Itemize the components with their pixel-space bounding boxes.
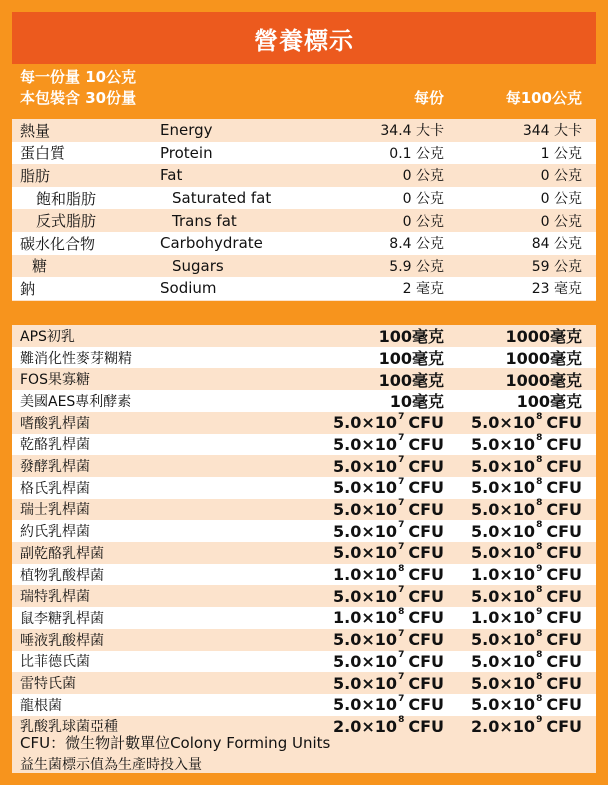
- amount-exponent: 7: [398, 433, 405, 444]
- amount-exponent: 7: [398, 455, 405, 466]
- amount-unit: CFU: [546, 456, 582, 476]
- per-serving-amount: 100毫克: [378, 349, 444, 369]
- amount-unit: CFU: [546, 586, 582, 606]
- nutrient-name-en: Trans fat: [172, 211, 237, 230]
- per-serving-amount: [312, 434, 444, 456]
- amount-base: 2.0×10: [333, 716, 398, 736]
- amount-base: 5.0×10: [333, 630, 398, 650]
- nutrition-row: [12, 119, 596, 142]
- probiotic-row: [12, 325, 596, 347]
- amount-base: 5.0×10: [471, 499, 536, 519]
- amount-base: 5.0×10: [471, 586, 536, 606]
- amount-unit: CFU: [546, 499, 582, 519]
- amount-exponent: 8: [536, 672, 543, 683]
- amount-base: 5.0×10: [471, 630, 536, 650]
- probiotic-row: [12, 368, 596, 390]
- ingredient-name: FOS果寡糖: [20, 372, 90, 389]
- amount-unit: CFU: [546, 716, 582, 736]
- ingredient-name: APS初乳: [20, 328, 75, 345]
- ingredient-name: 乾酪乳桿菌: [20, 437, 90, 454]
- col-per-100g-header: 每100公克: [505, 89, 582, 107]
- footnote-cfu: CFU：微生物計數單位Colony Forming Units: [20, 734, 331, 752]
- per-100g-value: 84 公克: [531, 236, 582, 253]
- per-serving-amount: [312, 629, 444, 651]
- per-serving-amount: 100毫克: [378, 327, 444, 347]
- per-100g-amount: [452, 585, 582, 607]
- probiotic-row: [12, 499, 596, 521]
- ingredient-name: 乳酸乳球菌亞種: [20, 719, 118, 736]
- probiotic-row: [12, 672, 596, 694]
- amount-base: 5.0×10: [333, 543, 398, 563]
- probiotic-row: [12, 564, 596, 586]
- amount-unit: CFU: [408, 673, 444, 693]
- amount-base: 1.0×10: [333, 608, 398, 628]
- probiotic-row: [12, 651, 596, 673]
- amount-exponent: 7: [398, 650, 405, 661]
- per-serving-value: 0 公克: [402, 191, 444, 208]
- amount-unit: CFU: [408, 565, 444, 585]
- amount-unit: CFU: [546, 630, 582, 650]
- amount-unit: CFU: [408, 499, 444, 519]
- amount-unit: CFU: [408, 413, 444, 433]
- amount-unit: CFU: [408, 608, 444, 628]
- amount-base: 5.0×10: [471, 521, 536, 541]
- section-separator: [12, 301, 596, 325]
- amount-exponent: 8: [536, 693, 543, 704]
- amount-base: 5.0×10: [471, 413, 536, 433]
- ingredient-name: 格氏乳桿菌: [20, 480, 90, 497]
- per-100g-amount: [452, 672, 582, 694]
- per-serving-value: 2 毫克: [402, 281, 444, 298]
- amount-unit: CFU: [408, 521, 444, 541]
- amount-unit: CFU: [546, 608, 582, 628]
- amount-unit: CFU: [408, 586, 444, 606]
- amount-exponent: 8: [536, 520, 543, 531]
- per-100g-amount: [452, 434, 582, 456]
- per-serving-amount: [312, 564, 444, 586]
- per-100g-value: 0 公克: [540, 213, 582, 230]
- nutrition-row: [12, 277, 596, 300]
- per-100g-value: 344 大卡: [522, 123, 582, 140]
- amount-exponent: 7: [398, 693, 405, 704]
- per-serving-value: 8.4 公克: [389, 236, 444, 253]
- probiotic-row: [12, 455, 596, 477]
- label-title-bar: [12, 12, 596, 64]
- per-serving-value: 34.4 大卡: [380, 123, 444, 140]
- per-serving-amount: 10毫克: [389, 392, 444, 412]
- per-serving-amount: [312, 477, 444, 499]
- amount-unit: CFU: [408, 630, 444, 650]
- amount-exponent: 8: [398, 715, 405, 726]
- amount-exponent: 8: [536, 455, 543, 466]
- ingredient-name: 比菲德氏菌: [20, 654, 90, 671]
- amount-exponent: 8: [536, 650, 543, 661]
- ingredient-name: 鼠李糖乳桿菌: [20, 610, 104, 627]
- amount-base: 5.0×10: [333, 651, 398, 671]
- amount-exponent: 9: [536, 563, 543, 574]
- per-100g-amount: [452, 716, 582, 738]
- amount-unit: CFU: [408, 434, 444, 454]
- probiotic-row: [12, 585, 596, 607]
- nutrient-name-zh: 糖: [32, 257, 48, 276]
- amount-unit: CFU: [408, 478, 444, 498]
- nutrient-name-zh: 飽和脂肪: [36, 189, 97, 208]
- amount-base: 5.0×10: [471, 651, 536, 671]
- per-serving-value: 0 公克: [402, 213, 444, 230]
- col-per-serving-header: 每份: [413, 89, 444, 107]
- ingredient-name: 龍根菌: [20, 697, 62, 714]
- amount-unit: CFU: [546, 695, 582, 715]
- nutrient-name-en: Carbohydrate: [160, 234, 263, 253]
- amount-unit: CFU: [546, 434, 582, 454]
- per-100g-value: 23 毫克: [531, 281, 582, 298]
- amount-unit: CFU: [546, 565, 582, 585]
- amount-exponent: 8: [536, 628, 543, 639]
- per-100g-amount: [452, 651, 582, 673]
- per-serving-amount: [312, 716, 444, 738]
- per-serving-amount: [312, 585, 444, 607]
- amount-base: 5.0×10: [471, 695, 536, 715]
- probiotic-row: [12, 542, 596, 564]
- amount-base: 1.0×10: [471, 565, 536, 585]
- amount-base: 1.0×10: [333, 565, 398, 585]
- amount-unit: CFU: [408, 695, 444, 715]
- nutrient-name-en: Sodium: [160, 279, 217, 298]
- amount-exponent: 8: [398, 606, 405, 617]
- amount-base: 5.0×10: [471, 456, 536, 476]
- probiotic-row: [12, 477, 596, 499]
- nutrition-row: [12, 255, 596, 278]
- per-serving-amount: [312, 412, 444, 434]
- per-serving-amount: [312, 542, 444, 564]
- amount-exponent: 8: [536, 498, 543, 509]
- amount-base: 5.0×10: [333, 456, 398, 476]
- amount-base: 5.0×10: [333, 434, 398, 454]
- nutrient-name-en: Energy: [160, 121, 213, 140]
- amount-unit: CFU: [408, 651, 444, 671]
- ingredient-name: 難消化性麥芽糊精: [20, 350, 132, 367]
- per-100g-amount: [452, 477, 582, 499]
- per-serving-amount: [312, 672, 444, 694]
- probiotic-row: [12, 347, 596, 369]
- label-title: 營養標示: [254, 26, 354, 55]
- amount-base: 5.0×10: [333, 478, 398, 498]
- ingredient-name: 植物乳酸桿菌: [20, 567, 104, 584]
- ingredient-name: 副乾酪乳桿菌: [20, 545, 104, 562]
- amount-exponent: 7: [398, 476, 405, 487]
- amount-exponent: 8: [536, 411, 543, 422]
- amount-base: 5.0×10: [333, 673, 398, 693]
- per-100g-amount: 1000毫克: [505, 349, 582, 369]
- probiotic-row: [12, 629, 596, 651]
- amount-base: 5.0×10: [333, 521, 398, 541]
- ingredient-name: 嗜酸乳桿菌: [20, 415, 90, 432]
- nutrient-name-zh: 熱量: [20, 121, 51, 140]
- amount-base: 5.0×10: [471, 673, 536, 693]
- amount-exponent: 8: [536, 541, 543, 552]
- nutrition-row: [12, 232, 596, 255]
- nutrient-name-zh: 脂肪: [20, 166, 51, 185]
- amount-unit: CFU: [546, 413, 582, 433]
- nutrient-name-en: Saturated fat: [172, 189, 272, 208]
- amount-base: 5.0×10: [333, 695, 398, 715]
- per-100g-amount: [452, 455, 582, 477]
- ingredient-name: 雷特氏菌: [20, 676, 76, 693]
- amount-exponent: 7: [398, 541, 405, 552]
- amount-unit: CFU: [408, 543, 444, 563]
- amount-exponent: 7: [398, 672, 405, 683]
- per-serving-value: 5.9 公克: [389, 258, 444, 275]
- amount-exponent: 9: [536, 606, 543, 617]
- amount-base: 5.0×10: [333, 586, 398, 606]
- amount-base: 5.0×10: [471, 543, 536, 563]
- amount-exponent: 8: [536, 476, 543, 487]
- per-100g-value: 1 公克: [540, 145, 582, 162]
- per-100g-value: 0 公克: [540, 168, 582, 185]
- per-100g-amount: 1000毫克: [505, 370, 582, 390]
- per-serving-amount: [312, 520, 444, 542]
- per-serving-amount: [312, 455, 444, 477]
- amount-base: 5.0×10: [471, 434, 536, 454]
- probiotic-row: [12, 412, 596, 434]
- per-100g-amount: [452, 412, 582, 434]
- per-100g-amount: 100毫克: [516, 392, 582, 412]
- amount-unit: CFU: [546, 651, 582, 671]
- amount-base: 2.0×10: [471, 716, 536, 736]
- ingredient-name: 唾液乳酸桿菌: [20, 632, 104, 649]
- amount-base: 5.0×10: [471, 478, 536, 498]
- amount-unit: CFU: [546, 673, 582, 693]
- nutrient-name-en: Sugars: [172, 256, 224, 275]
- amount-base: 5.0×10: [333, 413, 398, 433]
- amount-exponent: 7: [398, 585, 405, 596]
- amount-exponent: 8: [398, 563, 405, 574]
- nutrient-name-en: Fat: [160, 166, 183, 185]
- per-serving-amount: 100毫克: [378, 370, 444, 390]
- per-serving-value: 0.1 公克: [389, 145, 444, 162]
- amount-base: 5.0×10: [333, 499, 398, 519]
- nutrient-name-en: Protein: [160, 143, 213, 162]
- per-serving-value: 0 公克: [402, 168, 444, 185]
- ingredient-name: 約氏乳桿菌: [20, 524, 90, 541]
- amount-unit: CFU: [546, 543, 582, 563]
- nutrition-row: [12, 187, 596, 210]
- per-100g-amount: [452, 520, 582, 542]
- per-100g-amount: [452, 629, 582, 651]
- amount-exponent: 9: [536, 715, 543, 726]
- serving-size: 每一份量 10公克: [20, 68, 137, 86]
- probiotic-row: [12, 520, 596, 542]
- nutrient-name-zh: 碳水化合物: [20, 234, 96, 253]
- per-100g-amount: [452, 542, 582, 564]
- amount-exponent: 7: [398, 628, 405, 639]
- amount-exponent: 8: [536, 585, 543, 596]
- probiotic-row: [12, 607, 596, 629]
- nutrition-row: [12, 164, 596, 187]
- probiotic-row: [12, 694, 596, 716]
- ingredient-name: 發酵乳桿菌: [20, 459, 90, 476]
- footnote-note: 益生菌標示值為生產時投入量: [20, 757, 202, 773]
- ingredient-name: 瑞特乳桿菌: [20, 589, 90, 606]
- per-100g-amount: [452, 607, 582, 629]
- amount-unit: CFU: [546, 521, 582, 541]
- per-100g-amount: [452, 694, 582, 716]
- per-100g-amount: [452, 499, 582, 521]
- per-serving-amount: [312, 651, 444, 673]
- per-serving-amount: [312, 694, 444, 716]
- amount-unit: CFU: [408, 716, 444, 736]
- nutrition-row: [12, 209, 596, 232]
- per-100g-value: 0 公克: [540, 191, 582, 208]
- amount-base: 1.0×10: [471, 608, 536, 628]
- nutrition-label-panel: [12, 12, 596, 773]
- amount-exponent: 7: [398, 498, 405, 509]
- per-serving-amount: [312, 499, 444, 521]
- amount-unit: CFU: [546, 478, 582, 498]
- amount-exponent: 8: [536, 433, 543, 444]
- nutrient-name-zh: 反式脂肪: [36, 212, 97, 231]
- per-100g-amount: [452, 564, 582, 586]
- amount-exponent: 7: [398, 520, 405, 531]
- ingredient-name: 瑞士乳桿菌: [20, 502, 90, 519]
- amount-exponent: 7: [398, 411, 405, 422]
- amount-unit: CFU: [408, 456, 444, 476]
- per-serving-amount: [312, 607, 444, 629]
- servings-per-pack: 本包裝含 30份量: [20, 89, 137, 107]
- per-100g-amount: 1000毫克: [505, 327, 582, 347]
- ingredient-name: 美國AES專利酵素: [20, 393, 132, 410]
- nutrition-row: [12, 142, 596, 165]
- nutrient-name-zh: 蛋白質: [20, 144, 66, 163]
- probiotic-row: [12, 434, 596, 456]
- per-100g-value: 59 公克: [531, 258, 582, 275]
- probiotic-row: [12, 390, 596, 412]
- nutrient-name-zh: 鈉: [20, 279, 36, 298]
